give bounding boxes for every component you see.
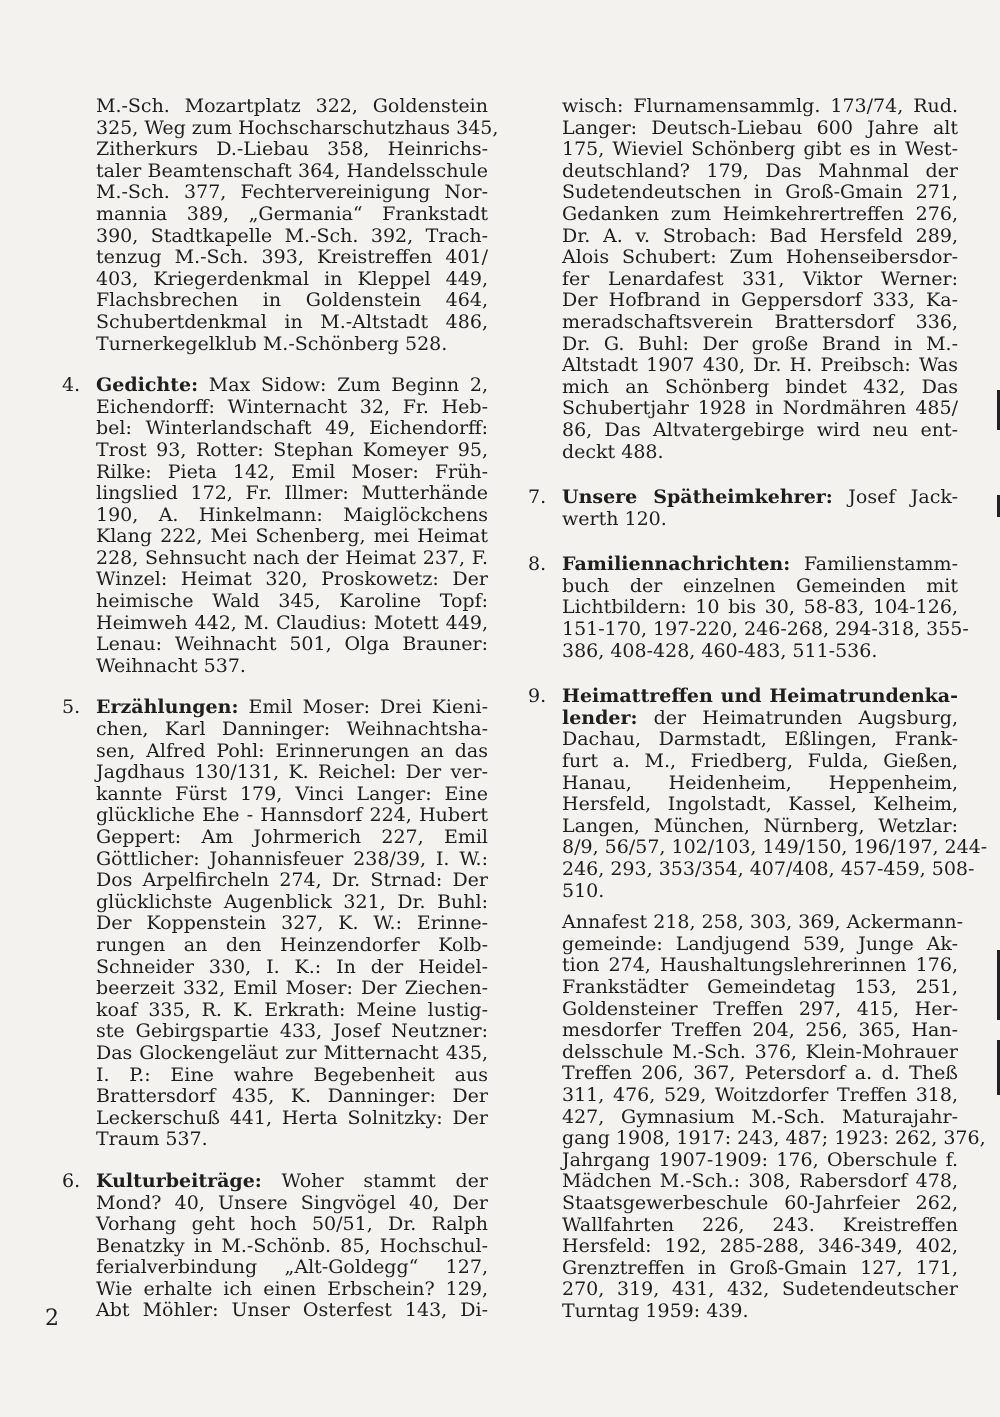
text-line: Alois Schubert: Zum Hohenseibersdor- xyxy=(562,246,958,269)
text-line: Grenztreffen in Groß-Gmain 127, 171, xyxy=(562,1256,958,1279)
text-line: Max Sidow: Zum Beginn 2, xyxy=(198,374,488,397)
text-line: 510. xyxy=(562,879,605,902)
text-line: mich an Schönberg bindet 432, Das xyxy=(562,375,958,398)
text-line: ferialverbindung „Alt-Goldegg“ 127, xyxy=(96,1256,488,1279)
text-line: Schubertjahr 1928 in Nordmähren 485/ xyxy=(562,397,958,420)
text-line: 427, Gymnasium M.-Sch. Maturajahr- xyxy=(562,1105,958,1128)
text-line: 390, Stadtkapelle M.-Sch. 392, Trach- xyxy=(96,224,488,247)
text-line: Langer: Deutsch-Liebau 600 Jahre alt xyxy=(562,116,958,139)
text-line: Langen, München, Nürnberg, Wetzlar: xyxy=(562,814,958,837)
text-line: gemeinde: Landjugend 539, Junge Ak- xyxy=(562,932,958,955)
text-line: meradschaftsverein Brattersdorf 336, xyxy=(562,310,958,333)
text-line: Hersfeld: 192, 285-288, 346-349, 402, xyxy=(562,1235,958,1258)
text-line: 228, Sehnsucht nach der Heimat 237, F. xyxy=(96,546,488,569)
text-line: Der Koppenstein 327, K. W.: Erinne- xyxy=(96,912,488,935)
section-spaetheimkehrer xyxy=(528,487,958,530)
text-line: buch der einzelnen Gemeinden mit xyxy=(562,574,958,597)
text-line: glücklichste Augenblick 321, Dr. Buhl: xyxy=(96,890,488,913)
text-line: Mond? 40, Unsere Singvögel 40, Der xyxy=(96,1191,488,1214)
text-line: Traum 537. xyxy=(96,1128,208,1151)
section-heading: Gedichte: xyxy=(96,374,199,397)
text-line: Schneider 330, I. K.: In der Heidel- xyxy=(96,955,488,978)
text-line: mesdorfer Treffen 204, 256, 365, Han- xyxy=(562,1019,958,1042)
text-line: deckt 488. xyxy=(562,440,664,463)
text-line: 190, A. Hinkelmann: Maiglöckchens xyxy=(96,503,488,526)
page-number: 2 xyxy=(45,1306,59,1331)
text-line: Dr. A. v. Strobach: Bad Hersfeld 289, xyxy=(562,224,958,247)
text-line: M.-Sch. Mozartplatz 322, Goldenstein xyxy=(96,95,488,117)
text-line: Staatsgewerbeschule 60-Jahrfeier 262, xyxy=(562,1191,958,1214)
text-line: gang 1908, 1917: 243, 487; 1923: 262, 376, xyxy=(562,1127,986,1150)
text-line: Weihnacht 537. xyxy=(96,654,246,677)
text-line: fer Lenardafest 331, Viktor Werner: xyxy=(562,267,958,290)
text-line: werth 120. xyxy=(562,507,667,530)
text-line: Benatzky in M.-Schönb. 85, Hochschul- xyxy=(96,1234,488,1257)
text-line: Klang 222, Mei Schenberg, mei Heimat xyxy=(96,525,488,548)
text-line: Hanau, Heidenheim, Heppenheim, xyxy=(562,771,958,794)
text-line: beerzeit 332, Emil Moser: Der Ziechen- xyxy=(96,977,488,1000)
text-line: Göttlicher: Johannisfeuer 238/39, I. W.: xyxy=(96,847,488,870)
text-line: Brattersdorf 435, K. Danninger: Der xyxy=(96,1085,488,1108)
section-heading: Heimattreffen und Heimatrundenka- xyxy=(562,685,958,708)
text-line: 325, Weg zum Hochscharschutzhaus 345, xyxy=(96,116,499,139)
text-line: Gedanken zum Heimkehrertreffen 276, xyxy=(562,202,958,225)
text-line: koaf 335, R. K. Erkrath: Meine lustig- xyxy=(96,998,488,1021)
section-familiennachrichten xyxy=(528,553,969,662)
text-line: 151-170, 197-220, 246-268, 294-318, 355- xyxy=(562,618,969,641)
text-line: Zitherkurs D.-Liebau 358, Heinrichs- xyxy=(96,138,488,161)
text-line: Dachau, Darmstadt, Eßlingen, Frank- xyxy=(562,728,958,751)
text-line: Vorhang geht hoch 50/51, Dr. Ralph xyxy=(96,1213,488,1236)
text-line: Frankstädter Gemeindetag 153, 251, xyxy=(562,975,958,998)
text-line: heimische Wald 345, Karoline Topf: xyxy=(96,590,488,613)
section-number: 6. xyxy=(62,1169,81,1192)
text-line: mannia 389, „Germania“ Frankstadt xyxy=(96,202,488,225)
text-line: 403, Kriegerdenkmal in Kleppel 449, xyxy=(96,267,488,290)
text-line: Goldensteiner Treffen 297, 415, Her- xyxy=(562,997,958,1020)
text-line: bel: Winterlandschaft 49, Eichendorff: xyxy=(96,417,488,440)
text-line: 270, 319, 431, 432, Sudetendeutscher xyxy=(562,1278,958,1301)
text-line: lingslied 172, Fr. Illmer: Mutterhände xyxy=(96,482,488,505)
text-line: Jagdhaus 130/131, K. Reichel: Der ver- xyxy=(96,761,488,784)
text-line: 8/9, 56/57, 102/103, 149/150, 196/197, 244- xyxy=(562,836,988,859)
section-kulturbeitraege xyxy=(62,1171,488,1322)
section-number: 7. xyxy=(528,486,547,509)
section-heading: Erzählungen: xyxy=(96,696,239,719)
text-line: I. P.: Eine wahre Begebenheit aus xyxy=(96,1063,488,1086)
text-line: sen, Alfred Pohl: Erinnerungen an das xyxy=(96,739,488,762)
text-line: Abt Möhler: Unser Osterfest 143, Di- xyxy=(96,1299,488,1322)
text-line: Sudetendeutschen in Groß-Gmain 271, xyxy=(562,181,958,204)
text-line: Turnerkegelklub M.-Schönberg 528. xyxy=(96,332,448,355)
text-line: 175, Wieviel Schönberg gibt es in West- xyxy=(562,138,958,161)
text-line: delsschule M.-Sch. 376, Klein-Mohrauer xyxy=(562,1040,958,1063)
text-line: Woher stammt der xyxy=(261,1169,488,1192)
section-heading: lender: xyxy=(562,706,638,729)
text-line: der Heimatrunden Augsburg, xyxy=(637,706,958,729)
text-line: Annafest 218, 258, 303, 369, Ackermann- xyxy=(562,911,964,934)
section-erzaehlungen xyxy=(62,697,488,1150)
text-line: Eichendorff: Winternacht 32, Fr. Heb- xyxy=(96,395,488,418)
text-line: Leckerschuß 441, Herta Solnitzky: Der xyxy=(96,1106,488,1129)
text-line: Wie erhalte ich einen Erbschein? 129, xyxy=(96,1277,488,1300)
text-line: tenzug M.-Sch. 393, Kreistreffen 401/ xyxy=(96,246,488,269)
section-heimattreffen xyxy=(528,685,988,1322)
text-line: tion 274, Haushaltungslehrerinnen 176, xyxy=(562,954,958,977)
text-line: Altstadt 1907 430, Dr. H. Preibsch: Was xyxy=(562,354,958,377)
text-line: Dr. G. Buhl: Der große Brand in M.- xyxy=(562,332,958,355)
section-heading: Kulturbeiträge: xyxy=(96,1169,262,1192)
text-line: Heimweh 442, M. Claudius: Motett 449, xyxy=(96,611,488,634)
text-line: taler Beamtenschaft 364, Handelsschule xyxy=(96,159,488,182)
text-line: Lichtbildern: 10 bis 30, 58-83, 104-126, xyxy=(562,596,958,619)
section-gedichte xyxy=(62,375,488,677)
text-line: 311, 476, 529, Woitzdorfer Treffen 318, xyxy=(562,1083,958,1106)
text-line: Trost 93, Rotter: Stephan Komeyer 95, xyxy=(96,438,488,461)
section-number: 4. xyxy=(62,374,81,397)
text-line: kannte Fürst 179, Vinci Langer: Eine xyxy=(96,782,488,805)
text-line: M.-Sch. 377, Fechtervereinigung Nor- xyxy=(96,181,488,204)
text-line: Wallfahrten 226, 243. Kreistreffen xyxy=(562,1213,958,1236)
text-line: Rilke: Pieta 142, Emil Moser: Früh- xyxy=(96,460,488,483)
text-line: chen, Karl Danninger: Weihnachtsha- xyxy=(96,718,488,741)
text-line: wisch: Flurnamensammlg. 173/74, Rud. xyxy=(562,95,958,117)
text-line: glückliche Ehe - Hannsdorf 224, Hubert xyxy=(96,804,488,827)
text-line: 86, Das Altvatergebirge wird neu ent- xyxy=(562,418,958,441)
section-number: 8. xyxy=(528,553,547,576)
left-intro xyxy=(62,95,499,355)
text-line: ste Gebirgspartie 433, Josef Neutzner: xyxy=(96,1020,488,1043)
text-line: Turntag 1959: 439. xyxy=(562,1299,749,1322)
text-line: Jahrgang 1907-1909: 176, Oberschule f. xyxy=(562,1148,958,1171)
text-line: deutschland? 179, Das Mahnmal der xyxy=(562,159,958,182)
section-number: 5. xyxy=(62,696,81,719)
right-column xyxy=(528,95,988,1322)
section-number: 9. xyxy=(528,685,547,708)
text-line: rungen an den Heinzendorfer Kolb- xyxy=(96,933,488,956)
text-line: Lenau: Weihnacht 501, Olga Brauner: xyxy=(96,633,488,656)
section-heading: Familiennachrichten: xyxy=(562,553,791,576)
text-line: furt a. M., Friedberg, Fulda, Gießen, xyxy=(562,750,958,773)
text-line: Treffen 206, 367, Petersdorf a. d. Theß xyxy=(562,1062,958,1085)
right-intro xyxy=(528,96,958,463)
text-line: Josef Jack- xyxy=(832,486,958,509)
text-line: Schubertdenkmal in M.-Altstadt 486, xyxy=(96,310,488,333)
text-line: Dos Arpelfircheln 274, Dr. Strnad: Der xyxy=(96,869,488,892)
text-line: Der Hofbrand in Geppersdorf 333, Ka- xyxy=(562,289,958,312)
text-line: Winzel: Heimat 320, Proskowetz: Der xyxy=(96,568,488,591)
text-line: Mädchen M.-Sch.: 308, Rabersdorf 478, xyxy=(562,1170,958,1193)
left-column xyxy=(62,95,499,1322)
text-line: Flachsbrechen in Goldenstein 464, xyxy=(96,289,488,312)
section-heading: Unsere Spätheimkehrer: xyxy=(562,486,833,509)
text-line: 386, 408-428, 460-483, 511-536. xyxy=(562,639,878,662)
text-line: Emil Moser: Drei Kieni- xyxy=(238,696,488,719)
text-line: Das Glockengeläut zur Mitternacht 435, xyxy=(96,1041,488,1064)
text-line: Hersfeld, Ingolstadt, Kassel, Kelheim, xyxy=(562,793,958,816)
text-line: Familienstamm- xyxy=(790,553,958,576)
text-line: 246, 293, 353/354, 407/408, 457-459, 508- xyxy=(562,858,975,880)
text-line: Geppert: Am Johrmerich 227, Emil xyxy=(96,826,488,848)
